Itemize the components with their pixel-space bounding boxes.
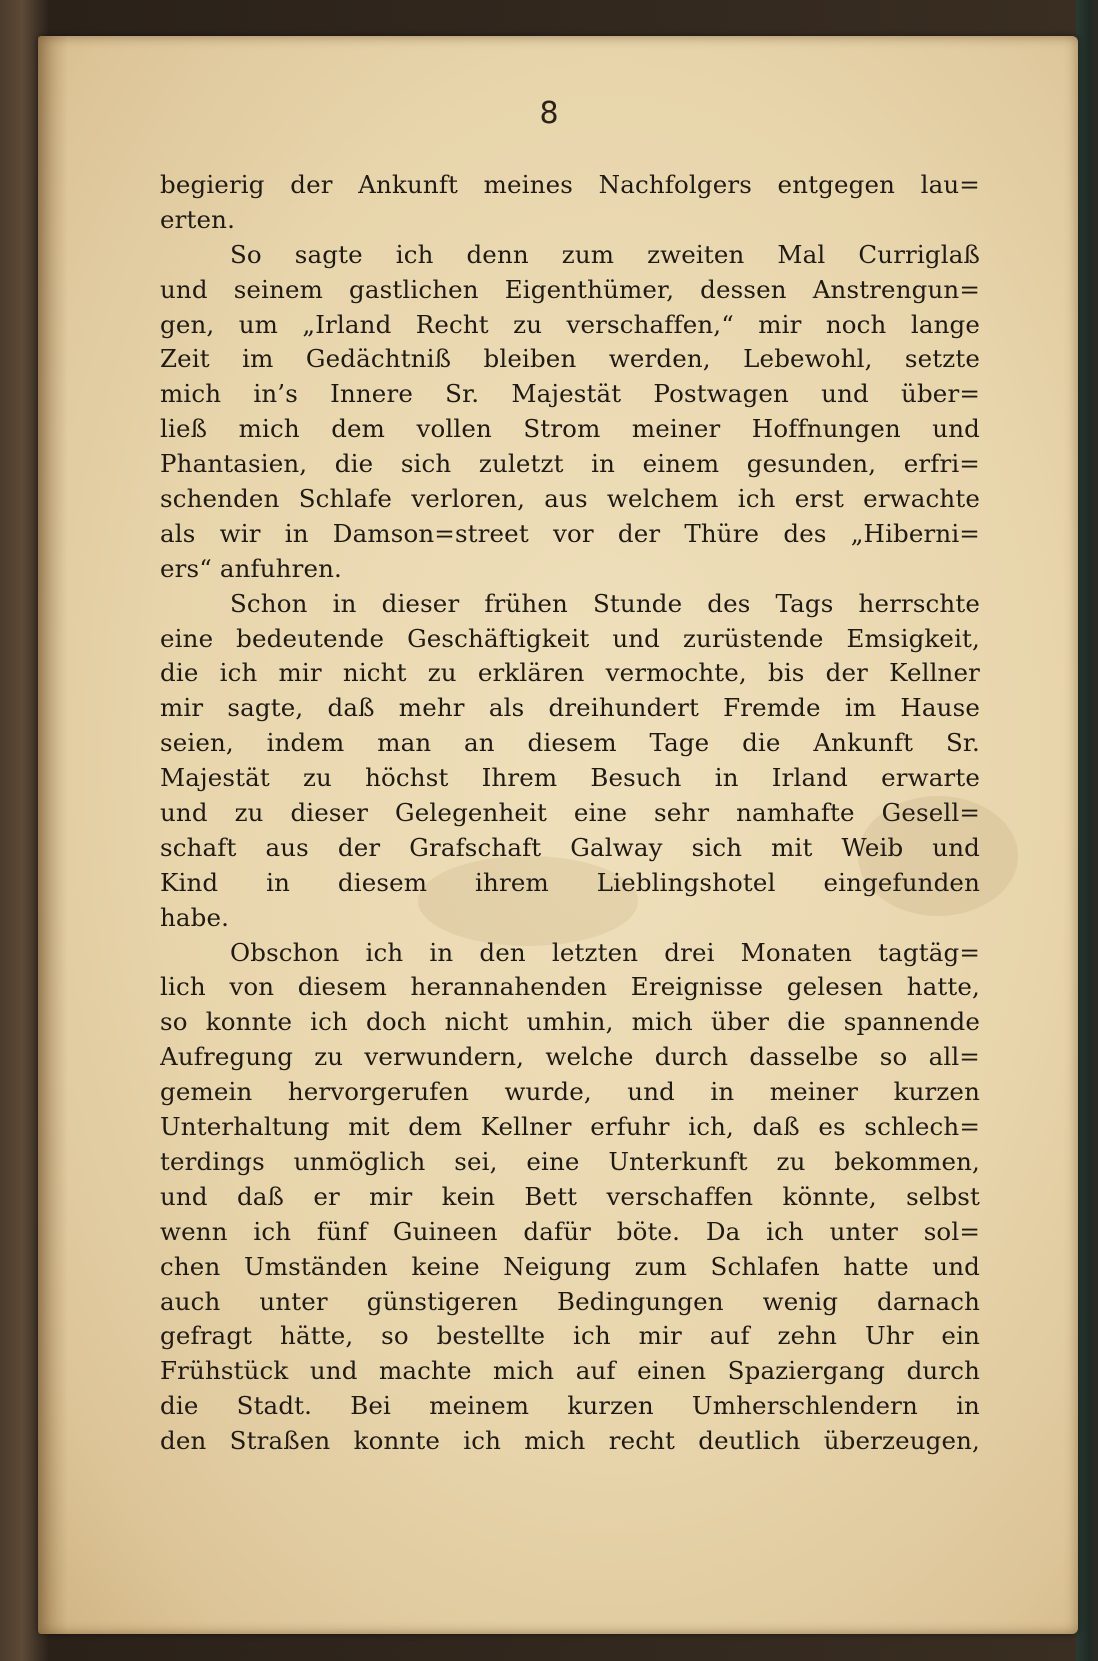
text-line: gemein hervorgerufen wurde, und in meiner kurzen — [160, 1077, 980, 1107]
text-line: Unterhaltung mit dem Kellner erfuhr ich, daß es schlech= — [160, 1112, 980, 1142]
text-line: Frühstück und machte mich auf einen Spaziergang durch — [160, 1356, 980, 1386]
text-line: gen, um „Irland Recht zu verschaffen,“ mir noch lange — [160, 309, 980, 339]
text-line: terdings unmöglich sei, eine Unterkunft zu bekommen, — [160, 1146, 980, 1176]
text-line: schenden Schlafe verloren, aus welchem ich erst erwachte — [160, 484, 980, 514]
text-line: als wir in Damson=street vor der Thüre des „Hiberni= — [160, 518, 980, 548]
text-line: Majestät zu höchst Ihrem Besuch in Irland erwarte — [160, 763, 980, 793]
text-line: mir sagte, daß mehr als dreihundert Fremde im Hause — [160, 693, 980, 723]
text-line: den Straßen konnte ich mich recht deutlich überzeugen, — [160, 1426, 980, 1456]
text-line: ließ mich dem vollen Strom meiner Hoffnungen und — [160, 414, 980, 444]
text-line: die ich mir nicht zu erklären vermochte, bis der Kellner — [160, 658, 980, 688]
text-line: wenn ich fünf Guineen dafür böte. Da ich unter sol= — [160, 1216, 980, 1246]
page-text — [160, 168, 980, 1459]
text-line: schaft aus der Grafschaft Galway sich mit Weib und — [160, 832, 980, 862]
text-line: chen Umständen keine Neigung zum Schlafen hatte und — [160, 1251, 980, 1281]
text-line: seien, indem man an diesem Tage die Ankunft Sr. — [160, 728, 980, 758]
book-cover-edge — [1076, 0, 1098, 1661]
text-line: habe. — [160, 902, 230, 932]
text-line: Obschon ich in den letzten drei Monaten tagtäg= — [230, 937, 980, 967]
page-number: 8 — [539, 96, 559, 131]
text-line: Aufregung zu verwundern, welche durch dasselbe so all= — [160, 1042, 980, 1072]
text-line: und seinem gastlichen Eigenthümer, dessen Anstrengun= — [160, 274, 980, 304]
text-line: begierig der Ankunft meines Nachfolgers entgegen lau= — [160, 170, 980, 199]
text-line: die Stadt. Bei meinem kurzen Umherschlendern in — [160, 1391, 980, 1421]
text-line: auch unter günstigeren Bedingungen wenig darnach — [160, 1286, 980, 1316]
text-line: ers“ anfuhren. — [160, 553, 342, 583]
text-line: erten. — [160, 204, 236, 234]
text-line: Zeit im Gedächtniß bleiben werden, Lebewohl, setzte — [160, 344, 980, 374]
text-line: So sagte ich denn zum zweiten Mal Curriglaß — [230, 239, 980, 269]
text-line: eine bedeutende Geschäftigkeit und zurüstende Emsigkeit, — [160, 623, 980, 653]
text-line: Phantasien, die sich zuletzt in einem gesunden, erfri= — [160, 449, 980, 479]
text-line: und zu dieser Gelegenheit eine sehr namhafte Gesell= — [160, 798, 980, 828]
text-line: so konnte ich doch nicht umhin, mich über die spannende — [160, 1007, 980, 1037]
text-line: und daß er mir kein Bett verschaffen könnte, selbst — [160, 1181, 980, 1211]
text-line: mich in’s Innere Sr. Majestät Postwagen und über= — [160, 379, 980, 409]
text-line: Schon in dieser frühen Stunde des Tags herrschte — [230, 588, 980, 618]
text-line: lich von diesem herannahenden Ereignisse gelesen hatte, — [160, 972, 980, 1002]
text-line: Kind in diesem ihrem Lieblingshotel eingefunden — [160, 867, 980, 897]
text-line: gefragt hätte, so bestellte ich mir auf zehn Uhr ein — [160, 1321, 980, 1351]
